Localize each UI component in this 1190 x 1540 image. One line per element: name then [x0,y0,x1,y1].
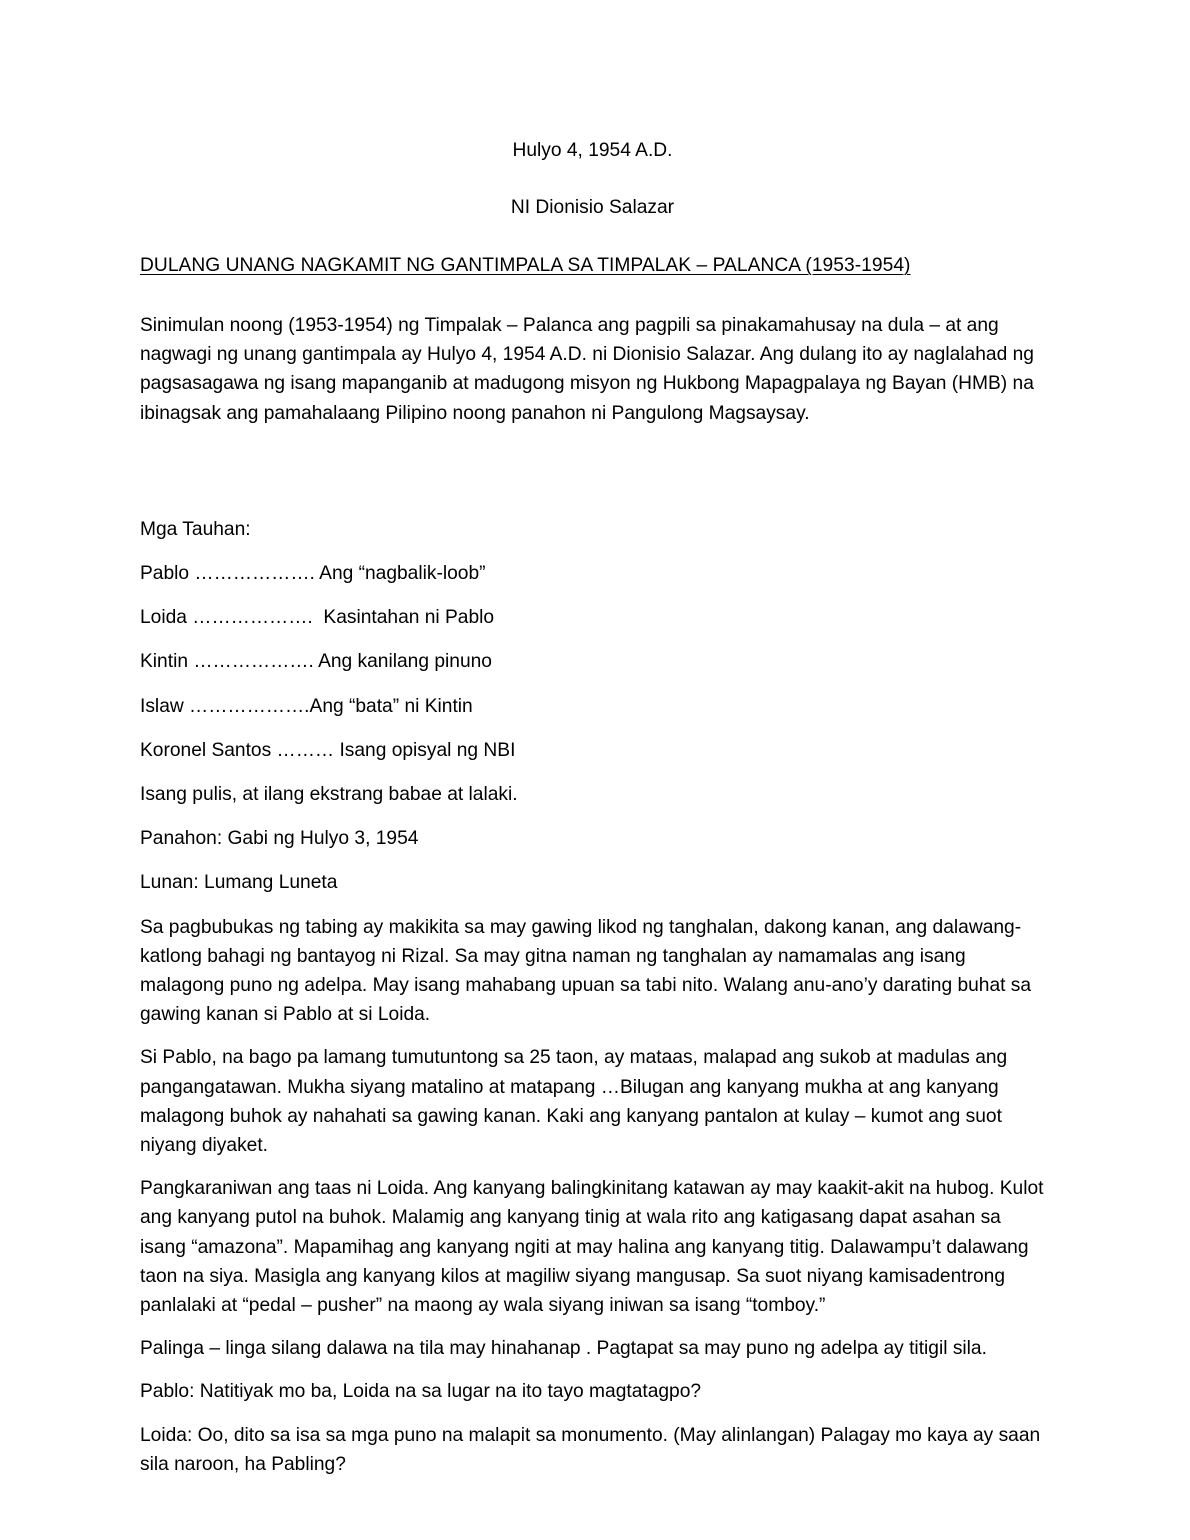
cast-name: Islaw [140,695,184,717]
cast-leader-dots: ………………. [188,651,319,673]
description-loida: Pangkaraniwan ang taas ni Loida. Ang kanyang balingkinitang katawan ay may kaakit-akit na hubog. Kulot ang kanyang putol na buhok. Malamig ang kanyang tinig at wala rito ang katigasang dapat asahan sa isang “amazona”. Mapamihag ang kanyang ngiti at may halina ang kanyang titig. Dalawampu’t dalawang taon na siya. Masigla ang kanyang kilos at magiliw siyang mangusap. Sa suot niyang kamisadentrong panlalaki at “pedal – pusher” na maong ay wala siyang iniwan sa isang “tomboy.” [140,1178,1044,1317]
extras-line: Isang pulis, at ilang ekstrang babae at lalaki. [140,784,518,806]
cast-leader-dots: ………………. [189,563,320,585]
dialogue-line-pablo: Pablo: Natitiyak mo ba, Loida na sa lugar na ito tayo magtatagpo? [140,1381,702,1403]
dialogue-line-loida: Loida: Oo, dito sa isa sa mga puno na malapit sa monumento. (May alinlangan) Palagay mo kaya ay saan sila naroon, ha Pabling? [140,1424,1041,1475]
cast-leader-dots: ……… [271,739,340,761]
award-heading: DULANG UNANG NAGKAMIT NG GANTIMPALA SA TIMPALAK – PALANCA (1953-1954) [140,255,911,276]
cast-list-item [140,692,1045,721]
cast-leader-dots: ………………. [183,695,310,717]
cast-list-item [140,736,1045,765]
document-title-date: Hulyo 4, 1954 A.D. [512,140,673,161]
stage-direction-search: Palinga – linga silang dalawa na tila may hinahanap . Pagtapat sa may puno ng adelpa ay titigil sila. [140,1338,987,1360]
time-line: Panahon: Gabi ng Hulyo 3, 1954 [140,828,419,850]
cast-name: Pablo [140,563,190,585]
intro-paragraph: Sinimulan noong (1953-1954) ng Timpalak – Palanca ang pagpili sa pinakamahusay na dula – at ang nagwagi ng unang gantimpala ay Hulyo 4, 1954 A.D. ni Dionisio Salazar. Ang dulang ito ay naglalahad ng pagsasagawa ng isang mapanganib at madugong misyon ng Hukbong Mapagpalaya ng Bayan (HMB) na ibinagsak ang pamahalaang Pilipino noong panahon ni Pangulong Magsaysay. [140,315,1034,424]
place-line: Lunan: Lumang Luneta [140,872,338,894]
cast-list-item [140,603,1045,632]
cast-name: Kintin [140,651,188,673]
cast-role: Ang “nagbalik-loob” [319,563,486,585]
document-author: NI Dionisio Salazar [510,197,675,218]
document-body [140,138,1045,1479]
cast-leader-dots: ………………. [186,607,324,629]
cast-role: Isang opisyal ng NBI [339,739,516,761]
description-pablo: Si Pablo, na bago pa lamang tumutuntong sa 25 taon, ay mataas, malapad ang sukob at madulas ang pangangatawan. Mukha siyang matalino at matapang …Bilugan ang kanyang mukha at ang kanyang malagong buhok ay nahahati sa gawing kanan. Kaki ang kanyang pantalon at kulay – kumot ang suot niyang diyaket. [140,1047,1008,1157]
cast-list-item [140,647,1045,676]
cast-name: Loida [140,607,187,629]
cast-list-item [140,559,1045,588]
paragraph-spacer [140,457,1045,515]
cast-heading: Mga Tauhan: [140,518,251,540]
cast-role: Kasintahan ni Pablo [323,607,495,629]
cast-role: Ang “bata” ni Kintin [309,695,473,717]
stage-direction-opening: Sa pagbubukas ng tabing ay makikita sa may gawing likod ng tanghalan, dakong kanan, ang dalawang-katlong bahagi ng bantayog ni Rizal. Sa may gitna naman ng tanghalan ay namamalas ang isang malagong puno ng adelpa. May isang mahabang upuan sa tabi nito. Walang anu-ano’y darating buhat sa gawing kanan si Pablo at si Loida. [140,916,1032,1026]
cast-name: Koronel Santos [140,739,272,761]
cast-role: Ang kanilang pinuno [318,651,492,673]
